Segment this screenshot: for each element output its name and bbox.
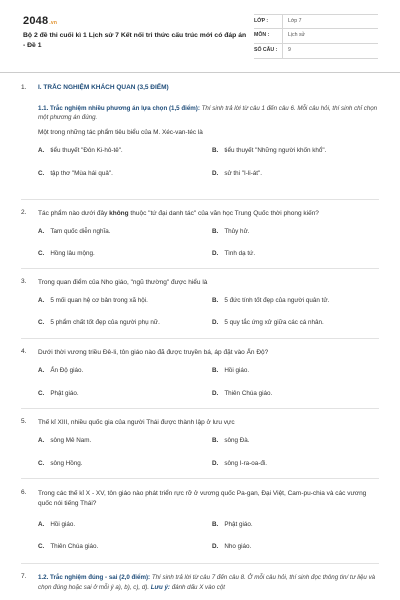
question-text-part: thuộc "tứ đại danh tác" của văn học Trung Quốc thời phong kiến? [128,210,319,217]
option-text: 5 quy tắc ứng xử giữa các cá nhân. [224,318,324,326]
option-d[interactable] [212,319,324,328]
option-key: A. [38,296,45,304]
option-key: C. [38,249,45,257]
part-instructions [38,104,378,123]
option-text: sông Hồng. [50,459,83,467]
option-key: B. [212,520,219,528]
question-divider [21,268,379,269]
question-body [38,209,378,268]
option-key: C. [38,542,45,550]
option-d[interactable] [212,390,272,399]
option-text: sông Mê Nam. [50,436,92,444]
site-logo[interactable] [23,14,57,29]
option-c[interactable] [38,390,79,399]
meta-table [254,14,378,59]
question-body [38,84,378,187]
option-text: Hồng lâu mộng. [50,249,95,257]
meta-label: MÔN : [254,32,270,39]
question-number: 2. [21,209,27,216]
question-text: Dưới thời vương triều Đê-li, tôn giáo nào đã được truyền bá, áp đặt vào Ấn Độ? [38,349,269,356]
meta-value: Lịch sử [282,29,378,43]
option-key: B. [212,146,219,154]
question-divider [21,338,379,339]
option-text: sông I-ra-oa-đi. [224,459,268,467]
question-divider [21,199,379,200]
option-key: A. [38,227,45,235]
note-text: đánh dấu X vào cột [169,583,226,591]
option-text: Hồi giáo. [50,520,76,528]
option-key: A. [38,520,45,528]
meta-value: Lớp 7 [282,15,378,28]
logo-suffix: .vn [49,20,58,26]
option-c[interactable] [38,170,113,179]
option-key: C. [38,459,45,467]
option-text: 5 mối quan hệ cơ bản trong xã hội. [50,296,148,304]
document-title: Bộ 2 đề thi cuối kì 1 Lịch sử 7 Kết nối tri thức cấu trúc mới có đáp án - Đề 1 [23,32,247,49]
question-body [38,573,378,592]
option-text: Thiên Chúa giáo. [224,389,273,397]
meta-label: SỐ CÂU : [254,47,278,54]
question-body [38,278,378,337]
option-d[interactable] [212,543,251,552]
meta-row-subject [254,29,378,44]
option-text: sông Đà. [224,436,250,444]
option-text: Phật giáo. [224,520,253,528]
option-b[interactable] [212,297,329,306]
option-key: D. [212,542,219,550]
answer-options [38,297,378,337]
option-a[interactable] [38,437,91,446]
option-key: A. [38,146,45,154]
option-key: B. [212,436,219,444]
option-text: Tam quốc diễn nghĩa. [50,227,111,235]
header-divider [0,72,400,73]
question-text: Thế kỉ XIII, nhiều quốc gia của người Thái được thành lập ở lưu vực [38,419,235,426]
question-number: 4. [21,348,27,355]
answer-options [38,367,378,407]
option-key: B. [212,296,219,304]
meta-value: 9 [282,44,378,58]
question-number: 5. [21,418,27,425]
answer-options [38,147,378,187]
question-number: 1. [21,84,27,91]
option-text: 5 đức tính tốt đẹp của người quân tử. [224,296,330,304]
option-text: tiểu thuyết "Những người khốn khổ". [224,146,327,154]
option-a[interactable] [38,297,148,306]
option-b[interactable] [212,228,250,237]
option-c[interactable] [38,319,160,328]
option-d[interactable] [212,250,255,259]
question-divider [21,408,379,409]
option-a[interactable] [38,147,123,156]
question-text: Trong các thế kỉ X - XV, tôn giáo nào phát triển rực rỡ ở vương quốc Pa-gan, Đại Việt, Cam-pu-chia và các vương quốc nói tiếng Thái? [38,490,367,507]
document-header [0,0,400,68]
option-key: D. [212,318,219,326]
section-title: I. TRẮC NGHIỆM KHÁCH QUAN (3,5 ĐIỂM) [38,84,169,91]
note-label: Lưu ý: [150,583,170,591]
answer-options [38,521,378,561]
option-c[interactable] [38,543,98,552]
part-label: 1.1. Trắc nghiệm nhiều phương án lựa chọn (1,5 điểm): [38,104,200,112]
part-label: 1.2. Trắc nghiệm đúng - sai (2,0 điểm): [38,574,151,581]
option-d[interactable] [212,170,262,179]
question-divider [21,563,379,564]
question-body [38,418,378,477]
meta-label: LỚP : [254,17,269,24]
question-emphasis: không [109,210,129,217]
option-key: C. [38,389,45,397]
question-body [38,348,378,407]
option-key: D. [212,389,219,397]
option-key: A. [38,366,45,374]
option-text: Nho giáo. [224,542,252,550]
option-text: Ấn Độ giáo. [50,366,84,374]
option-text: sử thi "I-li-át". [224,169,263,177]
option-a[interactable] [38,367,83,376]
answer-options [38,437,378,477]
option-c[interactable] [38,460,83,469]
logo-text: 2048 [23,15,49,27]
option-key: C. [38,318,45,326]
option-key: D. [212,169,219,177]
option-c[interactable] [38,250,95,259]
meta-row-count [254,44,378,59]
question-text: Trong quan điểm của Nho giáo, "ngũ thường" được hiểu là [38,279,208,286]
answer-options [38,228,378,268]
question-text [38,209,378,219]
option-text: 5 phẩm chất tốt đẹp của người phụ nữ. [50,318,160,326]
question-text: Một trong những tác phẩm tiêu biểu của M. Xéc-van-téc là [38,128,203,136]
option-a[interactable] [38,228,111,237]
option-text: tập thơ "Mùa hái quả". [50,169,113,177]
option-key: D. [212,459,219,467]
option-b[interactable] [212,437,250,446]
part-instructions [38,573,378,592]
option-key: B. [212,227,219,235]
option-text: Thủy hử. [224,227,250,235]
option-b[interactable] [212,367,249,376]
question-text-part: Tác phẩm nào dưới đây [38,210,110,217]
option-key: A. [38,436,45,444]
option-b[interactable] [212,521,253,530]
question-number: 3. [21,278,27,285]
option-text: Phật giáo. [50,389,79,397]
option-key: C. [38,169,45,177]
option-text: tiểu thuyết "Đôn Ki-hô-tê". [50,146,123,154]
question-number: 6. [21,489,27,496]
meta-row-class [254,14,378,29]
question-number: 7. [21,573,27,580]
part-instruction-text: Thí sinh trả lời từ câu 7 đến câu 8. Ở mỗi câu hỏi, thí sinh đọc thông tin/ tư liệu và chọn đúng hoặc sai ở mỗi ý a), b), c), d). [38,574,376,591]
question-body [38,489,378,561]
option-d[interactable] [212,460,267,469]
option-key: B. [212,366,219,374]
option-key: D. [212,249,219,257]
part-instruction-text: Thí sinh trả lời từ câu 1 đến câu 6. Mỗi câu hỏi, thí sinh chỉ chọn một phương án đúng. [38,104,378,122]
option-a[interactable] [38,521,75,530]
option-text: Hồi giáo. [224,366,250,374]
question-divider [21,478,379,479]
option-text: Tình dạ tứ. [224,249,256,257]
option-text: Thiên Chúa giáo. [50,542,99,550]
option-b[interactable] [212,147,326,156]
